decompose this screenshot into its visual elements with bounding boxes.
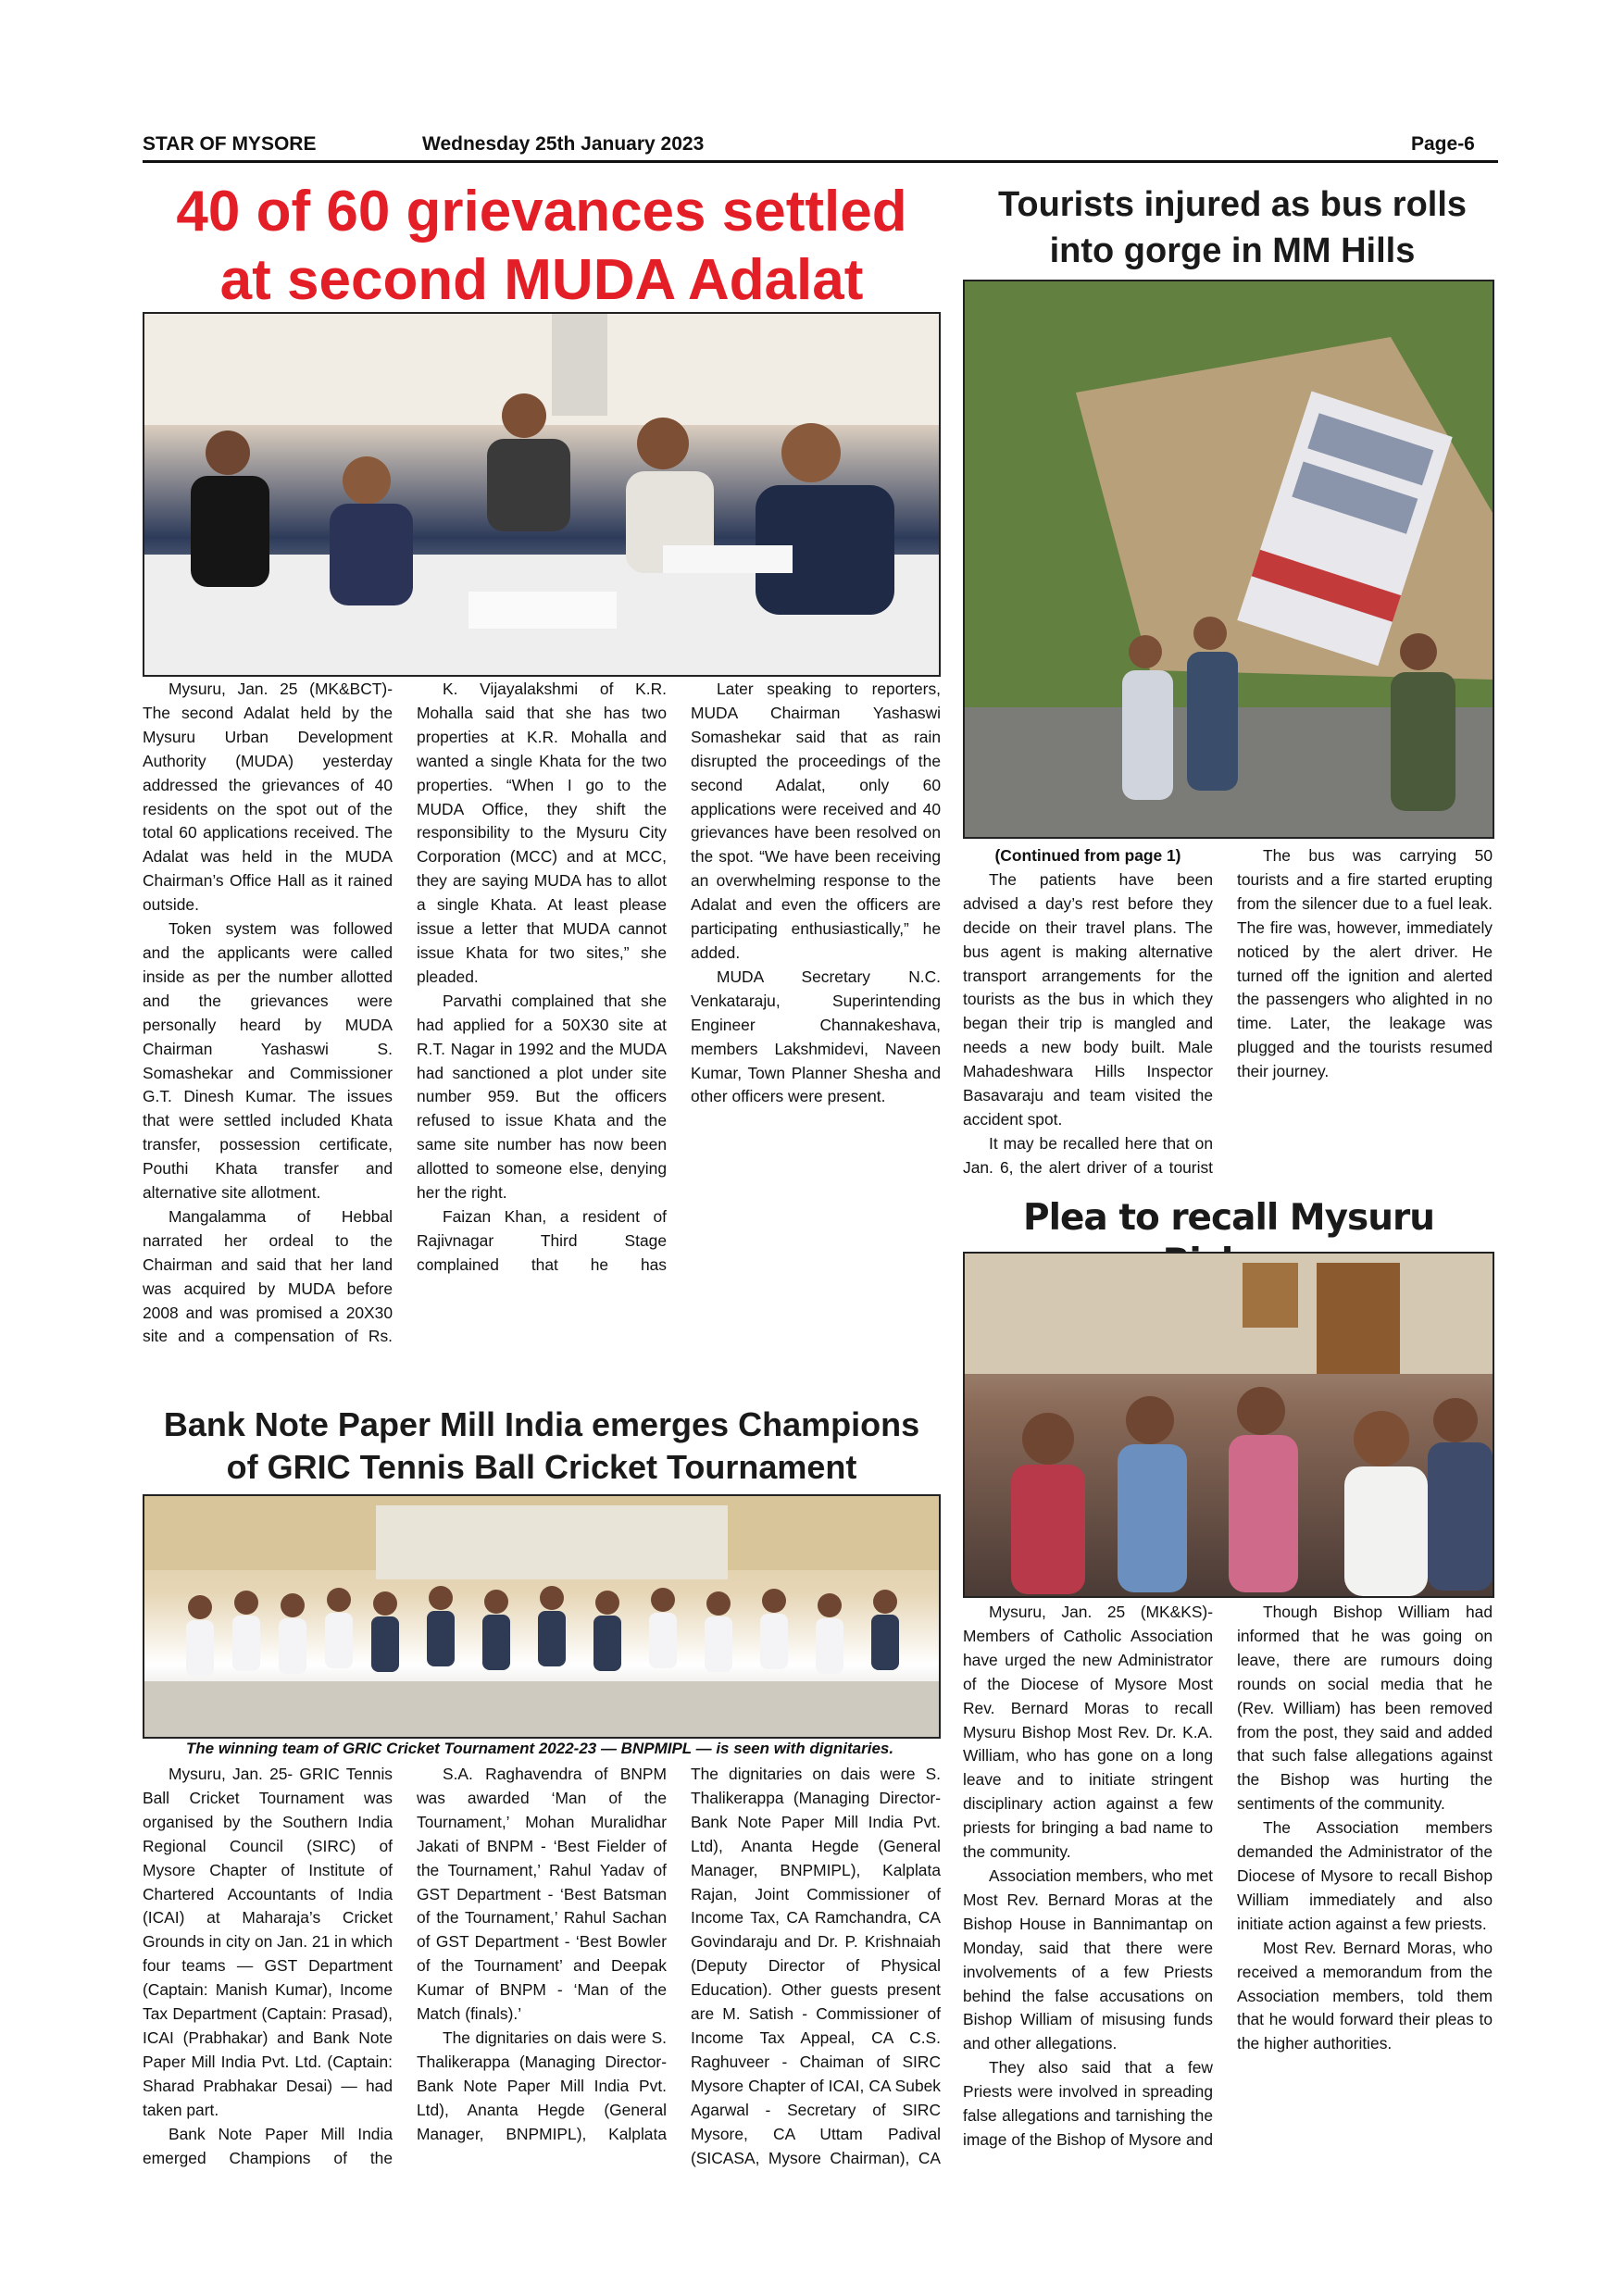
muda-para-6: Faizan Khan, a resident of Rajivnagar Third Stage complained that he has (417, 1206, 667, 1274)
muda-column-2 (417, 678, 667, 1278)
bishop-para-4: Though Bishop William had informed that he was going on leave, there are rumours doing rounds on social media that he (Rev. William) has been removed from the post, they said and added that such false allegations against the Bishop was hurting the sentiments of the community. (1237, 1603, 1493, 1814)
paper-name: STAR OF MYSORE (143, 133, 317, 155)
bishop-column-2 (1237, 1601, 1493, 2056)
muda-para-5: Parvathi complained that she had applied for a 50X30 site at R.T. Nagar in 1992 and the MUDA had sanctioned a plot under site number 959. But the officers refused to issue Khata and the same site number has now been allotted to someone else, denying her the right. (417, 991, 667, 1203)
muda-adalat-photo (143, 312, 941, 677)
muda-para-8: MUDA Secretary N.C. Venkataraju, Superintending Engineer Channakeshava, members Lakshmidevi, Naveen Kumar, Town Planner Shesha and other officers were present. (691, 967, 941, 1106)
cricket-photo-scene (144, 1496, 939, 1737)
muda-para-3: Mangalamma of Hebbal narrated her ordeal to the Chairman and said that her land was acquired by MUDA before 2008 and was promised a 20X30 site and a compensation of Rs. (143, 1206, 393, 1346)
muda-photo-scene (144, 314, 939, 675)
cricket-para-4: The dignitaries on dais were S. Thalikerappa (Managing Director- Bank Note Paper Mill India Pvt. Ltd), Ananta Hegde (General Manager, BNPMIPL), Kalplata (417, 2028, 667, 2143)
muda-column-1 (143, 678, 393, 1350)
cricket-para-4-cont: The dignitaries on dais were S. Thalikerappa (Managing Director- Bank Note Paper Mill India Pvt. Ltd), Ananta Hegde (General Manager, BNPMIPL), Kalplata Rajan, Joint Commissioner of Income Tax, CA Ramchandra, CA Govindaraju and Dr. P. Krishnaiah (Deputy Director of Physical Education). Other guests present are M. Satish - Commissioner of Income Tax Appeal, CA C.S. Raghuveer - Chaiman of SIRC Mysore Chapter of ICAI, CA Subek Agarwal - Secretary of SIRC Mysore, CA Uttam Padival (SICASA, Mysore Chairman), CA (691, 1765, 941, 2167)
bishop-photo-scene (965, 1254, 1493, 1596)
muda-headline (139, 178, 944, 315)
bus-headline-line2: into gorge in MM Hills (1049, 231, 1416, 270)
bus-headline (959, 181, 1505, 274)
bus-headline-line1: Tourists injured as bus rolls (997, 185, 1468, 224)
cricket-para-2: Bank Note Paper Mill India emerged Champions of the (143, 2124, 393, 2167)
muda-para-4: K. Vijayalakshmi of K.R. Mohalla said that she has two properties at K.R. Mohalla and wanted a single Khata for the two properties. “When I go to the MUDA Office, they shift the responsibility to the Mysuru City Corporation (MCC) and at MCC, they are saying MUDA has to allot a single Khata. At least please issue a letter that MUDA cannot issue Khata for two sites,” she pleaded. (417, 680, 667, 986)
bishop-headline: Plea to recall Mysuru (1023, 1197, 1434, 1239)
bus-column-1 (963, 844, 1213, 1180)
muda-headline-line1: 40 of 60 grievances settled (176, 180, 907, 243)
cricket-headline-line1: Bank Note Paper Mill India emerges Champions (163, 1405, 920, 1443)
bishop-photo (963, 1252, 1494, 1598)
bus-photo-scene (965, 281, 1493, 837)
bishop-para-2: Association members, who met Most Rev. Bernard Moras at the Bishop House in Bannimantap on Monday, said that there were involvements of a few Priests behind the false accusations on Bishop William of misusing funds and other allegations. (963, 1866, 1213, 2053)
bus-para-2: It may be recalled here that on Jan. 6, the alert driver of a tourist (963, 1133, 1213, 1177)
cricket-photo-caption: The winning team of GRIC Cricket Tournament 2022-23 — BNPMIPL — is seen with dignitaries. (185, 1740, 894, 1757)
cricket-column-3 (691, 1763, 941, 2170)
cricket-headline (139, 1404, 944, 1489)
bishop-para-6: Most Rev. Bernard Moras, who received a memorandum from the Association members, told them that he would forward their pleas to the higher authorities. (1237, 1938, 1493, 2053)
bishop-para-3: They also said that a few Priests were involved in spreading false allegations and tarnishing the image of the Bishop of Mysore and (963, 2058, 1213, 2149)
cricket-headline-line2: of GRIC Tennis Ball Cricket Tournament (226, 1448, 857, 1486)
masthead-rule (143, 160, 1498, 163)
cricket-team-photo (143, 1494, 941, 1739)
cricket-para-3: S.A. Raghavendra of BNPM was awarded ‘Man of the Tournament,’ Mohan Muralidhar Jakati of BNPM - ‘Best Fielder of the Tournament,’ Rahul Yadav of GST Department - ‘Best Batsman of the Tournament,’ Rahul Sachan of GST Department - ‘Best Bowler of the Tournament’ and Deepak Kumar of BNPM - ‘Man of the Match (finals).’ (417, 1765, 667, 2024)
bus-accident-photo (963, 280, 1494, 839)
bishop-para-5: The Association members demanded the Administrator of the Diocese of Mysore to recall Bishop William immediately and also initiate action against a few priests. (1237, 1818, 1493, 1933)
bus-continued-label: (Continued from page 1) (994, 846, 1181, 865)
muda-para-1: Mysuru, Jan. 25 (MK&BCT)- The second Adalat held by the Mysuru Urban Development Authority (MUDA) yesterday addressed the grievances of 40 residents on the spot out of the total 60 applications received. The Adalat was held in the MUDA Chairman’s Office Hall as it rained outside. (143, 680, 393, 915)
cricket-column-1 (143, 1763, 393, 2171)
cricket-column-2 (417, 1763, 667, 2147)
issue-date: Wednesday 25th January 2023 (422, 133, 705, 155)
muda-headline-line2: at second MUDA Adalat (219, 248, 864, 312)
bishop-column-1 (963, 1601, 1213, 2152)
muda-column-3 (691, 678, 941, 1109)
cricket-para-1: Mysuru, Jan. 25- GRIC Tennis Ball Cricket Tournament was organised by the Southern India Regional Council (SIRC) of Mysore Chapter of Institute of Chartered Accountants of India (ICAI) at Maharaja’s Cricket Grounds in city on Jan. 21 in which four teams — GST Department (Captain: Manish Kumar), Income Tax Department (Captain: Prasad), ICAI (Prabhakar) and Bank Note Paper Mill India Pvt. Ltd. (Captain: Sharad Prabhakar Desai) — had taken part. (143, 1765, 393, 2119)
bus-para-3: The bus was carrying 50 tourists and a fire started erupting from the silencer due to a fuel leak. The fire was, however, immediately noticed by the alert driver. He turned off the ignition and alerted the passengers who alighted in no time. Later, the leakage was plugged and the tourists resumed their journey. (1237, 846, 1493, 1081)
bishop-para-1: Mysuru, Jan. 25 (MK&KS)- Members of Catholic Association have urged the new Administrator of the Diocese of Mysore Most Rev. Bernard Moras to recall Mysuru Bishop Most Rev. Dr. K.A. William, who has gone on a long leave and to initiate stringent disciplinary action against a few priests for bringing a bad name to the community. (963, 1603, 1213, 1862)
muda-para-7: Later speaking to reporters, MUDA Chairman Yashaswi Somashekar said that as rain disrupted the proceedings of the second Adalat, only 60 applications were received and 40 grievances have been resolved on the spot. “We have been receiving an overwhelming response to the Adalat and even the officers are participating enthusiastically,” he added. (691, 680, 941, 962)
bus-para-1: The patients have been advised a day’s rest before they decide on their travel plans. The bus agent is making alternative transport arrangements for the tourists as the bus in which they began their trip is mangled and needs a new body built. Male Mahadeshwara Hills Inspector Basavaraju and team visited the accident spot. (963, 869, 1213, 1129)
bus-column-2 (1237, 844, 1493, 1084)
muda-para-2: Token system was followed and the applicants were called inside as per the number allotted and the grievances were personally heard by MUDA Chairman Yashaswi S. Somashekar and Commissioner G.T. Dinesh Kumar. The issues that were settled included Khata transfer, possession certificate, Pouthi Khata transfer and alternative site allotment. (143, 919, 393, 1203)
page-number: Page-6 (1411, 133, 1475, 155)
